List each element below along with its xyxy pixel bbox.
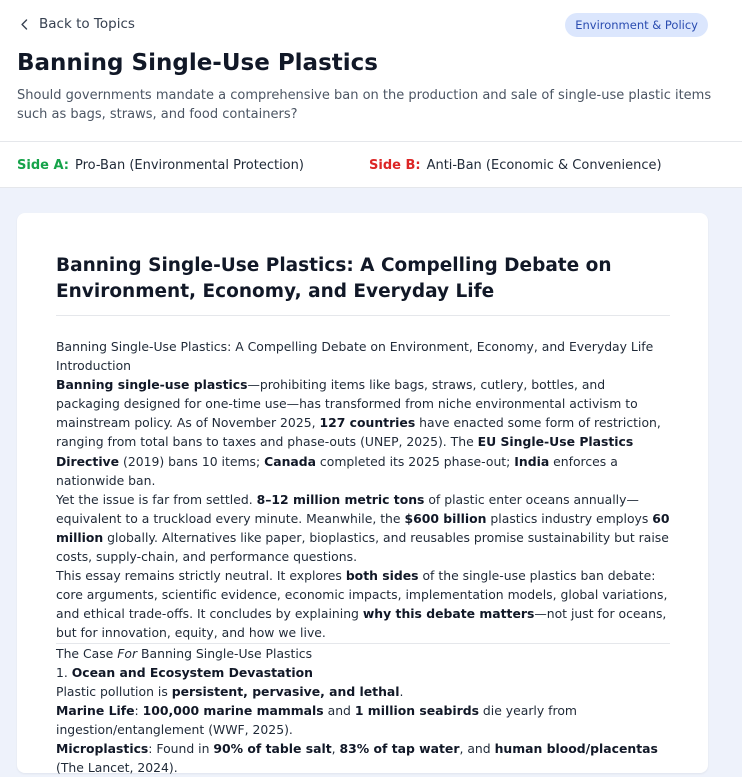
essay-title: Banning Single-Use Plastics: A Compelling Debate on Environment, Economy, and Everyday Life: [56, 255, 612, 302]
side-b-text: Anti-Ban (Economic & Convenience): [426, 158, 662, 173]
page-subtitle: Should governments mandate a comprehensive ban on the production and sale of single-use plastic items such as bags, straws, and food containers?: [17, 88, 712, 122]
essay-paragraph: Marine Life: 100,000 marine mammals and 1 million seabirds die yearly from ingestion/entanglement (WWF, 2025).: [56, 702, 577, 737]
debate-sides-bar: [0, 142, 742, 188]
essay-paragraph: Yet the issue is far from settled. 8–12 million metric tons of plastic enter oceans annually—equivalent to a truckload every minute. Meanwhile, the $600 billion plastics industry employs 60 million globally. Alternatives like paper, bioplastics, and reusables promise sustainability but raise costs, supply-chain, and performance questions.: [56, 491, 670, 565]
essay-line: Banning Single-Use Plastics: A Compelling Debate on Environment, Economy, and Everyday Life: [56, 339, 654, 354]
side-b: [369, 158, 662, 173]
page-title: Banning Single-Use Plastics: [17, 50, 378, 76]
essay-paragraph: Microplastics: Found in 90% of table salt, 83% of tap water, and human blood/placentas (The Lancet, 2024).: [56, 740, 658, 776]
title-divider: [56, 315, 670, 316]
essay-body: [56, 337, 670, 777]
essay-section-label: Introduction: [56, 358, 132, 374]
side-b-label: Side B:: [369, 158, 421, 173]
page-header: [0, 0, 742, 142]
essay-paragraph: Plastic pollution is persistent, pervasive, and lethal.: [56, 683, 404, 699]
point-heading: 1. Ocean and Ecosystem Devastation: [56, 664, 313, 680]
essay-card: [17, 213, 708, 776]
side-a: [17, 158, 304, 173]
section-heading: The Case For Banning Single-Use Plastics: [56, 645, 313, 661]
back-link-label: Back to Topics: [39, 16, 135, 32]
side-a-text: Pro-Ban (Environmental Protection): [74, 158, 304, 173]
essay-paragraph: This essay remains strictly neutral. It explores both sides of the single-use plastics ban debate: core arguments, scientific evidence, economic impacts, implementation models, global variations, and ethical trade-offs. It concludes by explaining why this debate matters—not just for oceans, but for innovation, equity, and how we live.: [56, 568, 668, 641]
category-badge: Environment & Policy: [565, 13, 708, 37]
essay-paragraph: Banning single-use plastics—prohibiting items like bags, straws, cutlery, bottles, and packaging designed for one-time use—has transformed from niche environmental activism to mainstream policy. As of November 2025, 127 countries have enacted some form of restriction, ranging from total bans to taxes and phase-outs (UNEP, 2025). The EU Single-Use Plastics Directive (2019) bans 10 items; Canada completed its 2025 phase-out; India enforces a nationwide ban.: [56, 377, 661, 488]
side-a-label: Side A:: [17, 158, 69, 173]
back-to-topics-link[interactable]: [18, 16, 135, 32]
chevron-left-icon: [18, 18, 31, 31]
